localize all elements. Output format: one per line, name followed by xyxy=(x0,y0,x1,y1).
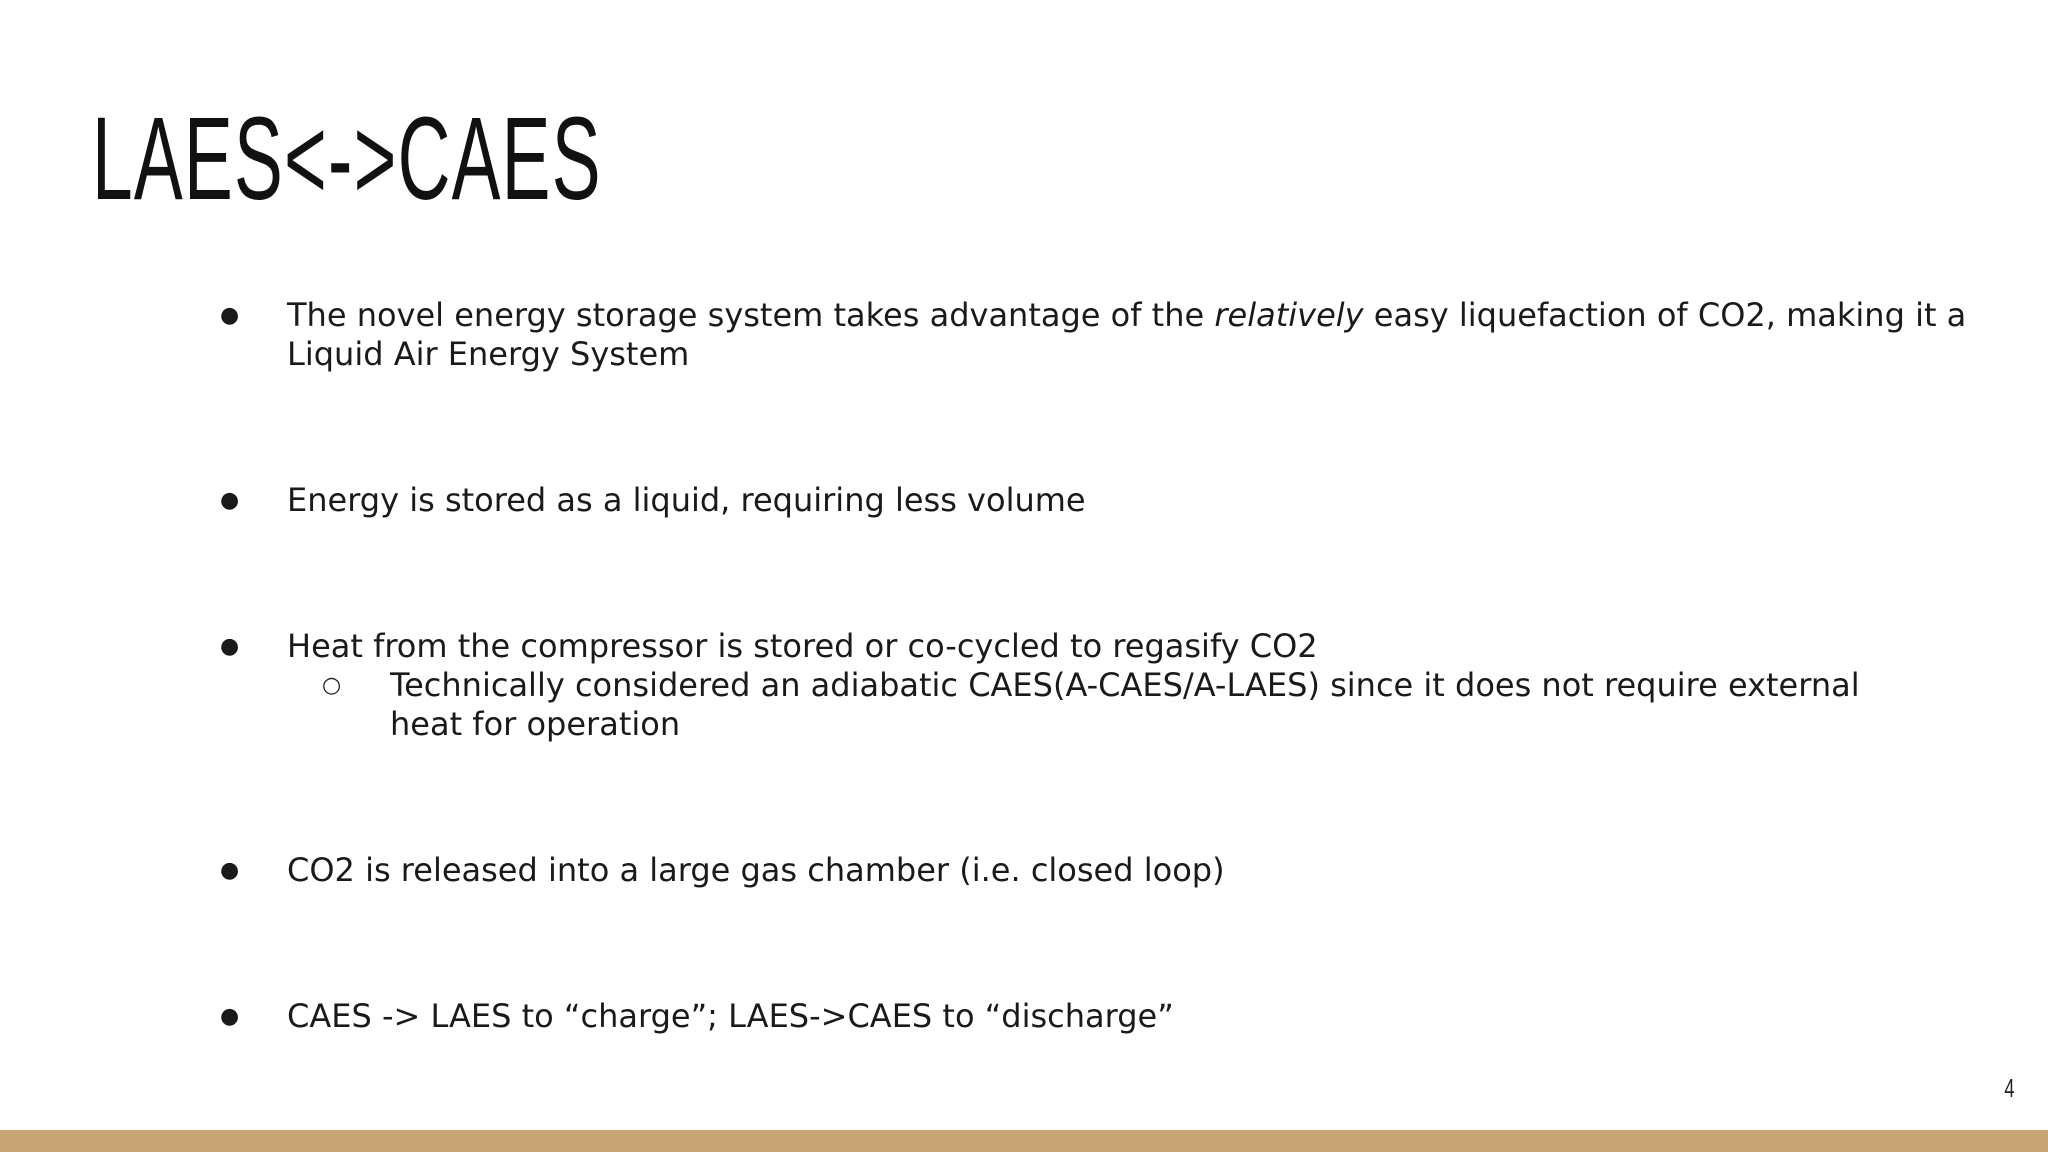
footer-accent-bar xyxy=(0,1130,2048,1152)
bullet-marker: ● xyxy=(220,858,240,883)
emphasis-text: relatively xyxy=(1214,296,1364,334)
bullet-marker: ● xyxy=(220,488,240,513)
sub-bullet-line: heat for operation xyxy=(390,705,681,743)
bullet-text: Energy is stored as a liquid, requiring less volume xyxy=(287,481,1086,519)
bullet-text: CAES -> LAES to “charge”; LAES->CAES to “discharge” xyxy=(287,997,1174,1035)
bullet-marker: ● xyxy=(220,1004,240,1029)
sub-bullet-text xyxy=(390,666,1860,744)
bullet-line: The novel energy storage system takes advantage of the relatively easy liquefaction of CO2, making it a xyxy=(287,296,1967,334)
bullet-marker: ● xyxy=(220,303,240,328)
sub-bullet-line: Technically considered an adiabatic CAES(A-CAES/A-LAES) since it does not require external xyxy=(390,666,1860,704)
bullet-text: Heat from the compressor is stored or co-cycled to regasify CO2 xyxy=(287,627,1318,665)
slide-title: LAES<->CAES xyxy=(92,93,602,225)
bullet-text: CO2 is released into a large gas chamber (i.e. closed loop) xyxy=(287,851,1225,889)
bullet-line: Liquid Air Energy System xyxy=(287,335,690,373)
bullet-text xyxy=(287,296,1966,374)
page-number: 4 xyxy=(2003,1073,2014,1103)
sub-bullet-marker: ○ xyxy=(322,673,342,698)
bullet-marker: ● xyxy=(220,634,240,659)
